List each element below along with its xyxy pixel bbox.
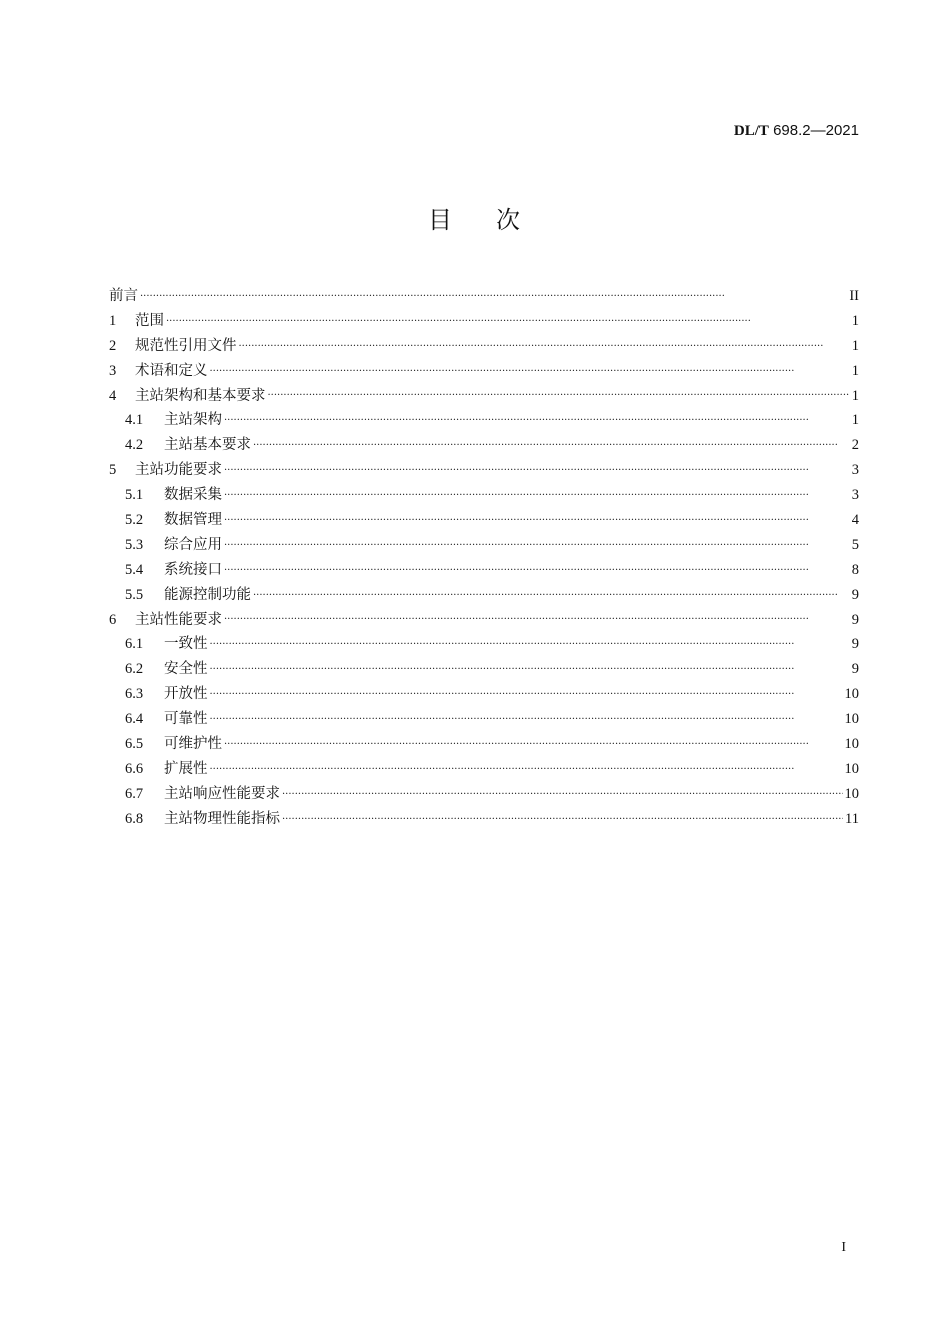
- toc-entry-label: 综合应用: [164, 536, 222, 553]
- toc-entry-page: 8: [851, 561, 859, 578]
- document-code-prefix: DL/T: [733, 123, 769, 139]
- toc-entry-number: 6.6: [125, 760, 144, 777]
- toc-dot-leader: [224, 461, 850, 483]
- toc-entry-label: 主站架构: [164, 412, 222, 429]
- toc-entry-label: 安全性: [164, 661, 208, 678]
- toc-entry[interactable]: [109, 309, 859, 334]
- toc-entry-number: 4.2: [125, 437, 144, 454]
- toc-dot-leader: [224, 610, 850, 632]
- toc-dot-leader: [282, 810, 843, 832]
- toc-entry[interactable]: [109, 657, 859, 682]
- toc-dot-leader: [210, 760, 843, 782]
- toc-entry-label: 术语和定义: [135, 362, 208, 379]
- toc-entry-page: 3: [851, 487, 859, 504]
- toc-entry[interactable]: [109, 732, 859, 757]
- toc-entry-page: 10: [844, 711, 859, 728]
- toc-entry-page: 9: [851, 636, 859, 653]
- document-code: [734, 122, 859, 140]
- toc-dot-leader: [239, 337, 850, 359]
- toc-entry[interactable]: [109, 483, 859, 508]
- toc-entry-number: 1: [109, 312, 117, 329]
- toc-entry-number: 6.3: [125, 686, 144, 703]
- toc-entry-number: 5.5: [125, 586, 144, 603]
- toc-entry-number: 6: [109, 611, 117, 628]
- toc-dot-leader: [140, 287, 847, 309]
- toc-entry-label: 主站架构和基本要求: [135, 387, 266, 404]
- toc-entry-page: 5: [851, 536, 859, 553]
- toc-entry-page: 2: [851, 437, 859, 454]
- toc-entry-page: 1: [851, 412, 859, 429]
- title-char-2: 次: [496, 206, 522, 234]
- toc-entry[interactable]: [109, 458, 859, 483]
- toc-dot-leader: [210, 362, 850, 384]
- toc-entry-page: 9: [851, 611, 859, 628]
- toc-entry-page: 10: [844, 736, 859, 753]
- toc-entry-page: 1: [851, 337, 859, 354]
- toc-entry[interactable]: [109, 284, 859, 309]
- toc-entry[interactable]: [109, 807, 859, 832]
- toc-dot-leader: [224, 511, 850, 533]
- toc-entry-page: 1: [851, 362, 859, 379]
- toc-entry-label: 系统接口: [164, 561, 222, 578]
- toc-entry-label: 前言: [109, 287, 138, 304]
- toc-entry-label: 可靠性: [164, 711, 208, 728]
- page-title: [0, 200, 950, 235]
- toc-entry-number: 5: [109, 462, 117, 479]
- toc-dot-leader: [210, 635, 850, 657]
- toc-entry-number: 6.5: [125, 736, 144, 753]
- toc-entry-page: 9: [851, 586, 859, 603]
- toc-entry-number: 4.1: [125, 412, 144, 429]
- toc-entry[interactable]: [109, 384, 859, 409]
- toc-entry-page: 9: [851, 661, 859, 678]
- toc-entry-label: 开放性: [164, 686, 208, 703]
- toc-entry-page: II: [849, 287, 859, 304]
- toc-entry-label: 主站响应性能要求: [164, 785, 280, 802]
- toc-entry-number: 5.1: [125, 487, 144, 504]
- toc-dot-leader: [224, 411, 850, 433]
- title-char-1: 目: [428, 206, 454, 234]
- toc-entry[interactable]: [109, 508, 859, 533]
- toc-dot-leader: [224, 561, 850, 583]
- page-number: I: [841, 1240, 846, 1255]
- toc-entry[interactable]: [109, 408, 859, 433]
- toc-entry-number: 3: [109, 362, 117, 379]
- toc-entry[interactable]: [109, 583, 859, 608]
- document-code-number: 698.2—2021: [768, 122, 859, 139]
- toc-entry[interactable]: [109, 632, 859, 657]
- toc-entry-label: 可维护性: [164, 736, 222, 753]
- table-of-contents: [109, 284, 859, 832]
- toc-entry-page: 4: [851, 512, 859, 528]
- toc-entry[interactable]: [109, 533, 859, 558]
- toc-entry-label: 主站性能要求: [135, 611, 222, 628]
- toc-entry-page: 10: [844, 686, 859, 703]
- toc-entry-label: 能源控制功能: [164, 586, 251, 603]
- toc-entry[interactable]: [109, 558, 859, 583]
- toc-entry-number: 6.8: [125, 810, 144, 827]
- toc-dot-leader: [224, 536, 850, 558]
- toc-entry[interactable]: [109, 757, 859, 782]
- toc-entry-label: 数据采集: [164, 487, 222, 504]
- toc-entry-number: 6.1: [125, 636, 144, 653]
- toc-entry[interactable]: [109, 682, 859, 707]
- toc-entry-label: 范围: [135, 312, 164, 329]
- toc-entry-label: 一致性: [164, 636, 208, 653]
- toc-dot-leader: [210, 710, 843, 732]
- toc-entry-page: 11: [845, 810, 859, 827]
- toc-dot-leader: [268, 386, 850, 408]
- toc-dot-leader: [210, 660, 850, 682]
- toc-entry-number: 6.2: [125, 661, 144, 678]
- toc-entry-label: 规范性引用文件: [135, 337, 237, 354]
- toc-entry[interactable]: [109, 334, 859, 359]
- toc-entry-page: 10: [844, 785, 859, 802]
- toc-entry-label: 主站物理性能指标: [164, 810, 280, 827]
- toc-entry[interactable]: [109, 433, 859, 458]
- toc-dot-leader: [224, 735, 843, 757]
- toc-entry-number: 5.2: [125, 512, 144, 528]
- toc-entry-number: 4: [109, 387, 117, 404]
- toc-entry-label: 数据管理: [164, 512, 222, 528]
- toc-entry-label: 主站基本要求: [164, 437, 251, 454]
- toc-entry-number: 2: [109, 337, 117, 354]
- toc-dot-leader: [253, 586, 850, 608]
- toc-entry-label: 主站功能要求: [135, 462, 222, 479]
- toc-dot-leader: [210, 685, 843, 707]
- toc-entry[interactable]: [109, 782, 859, 807]
- toc-entry-page: 3: [851, 462, 859, 479]
- toc-dot-leader: [253, 436, 850, 458]
- toc-entry-number: 6.4: [125, 711, 144, 728]
- toc-entry-label: 扩展性: [164, 760, 208, 777]
- toc-dot-leader: [282, 785, 843, 807]
- toc-dot-leader: [224, 486, 850, 508]
- toc-entry-page: 1: [851, 387, 859, 404]
- toc-entry-number: 6.7: [125, 785, 144, 802]
- toc-entry[interactable]: [109, 707, 859, 732]
- toc-entry-number: 5.4: [125, 561, 144, 578]
- toc-entry-page: 1: [851, 312, 859, 329]
- toc-entry-page: 10: [844, 760, 859, 777]
- toc-dot-leader: [166, 312, 850, 334]
- toc-entry[interactable]: [109, 359, 859, 384]
- toc-entry-number: 5.3: [125, 536, 144, 553]
- toc-entry[interactable]: [109, 608, 859, 633]
